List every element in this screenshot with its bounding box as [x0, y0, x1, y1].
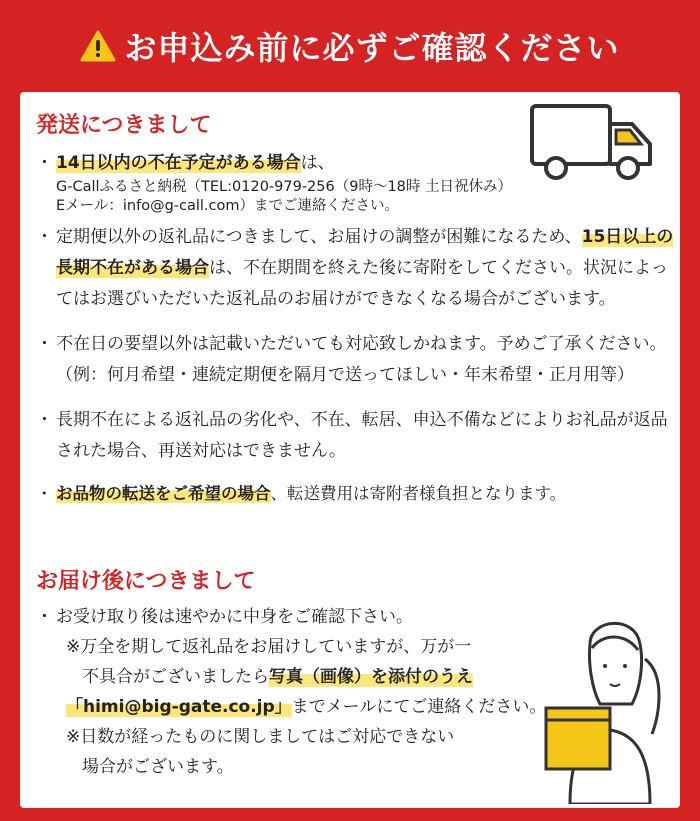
note-line: ※日数が経ったものに関しましてはご対応できない	[66, 727, 455, 747]
shipping-section-title: 発送につきまして	[36, 113, 212, 138]
text: 不具合がございましたら	[82, 667, 269, 687]
text: までメールにてご連絡ください。	[291, 697, 547, 717]
list-item	[36, 479, 681, 509]
note-line: 場合がございます。	[82, 757, 234, 777]
notice-panel	[20, 92, 680, 808]
after-delivery-section-title: お届け後につきまして	[36, 569, 256, 594]
text: 、転送費用は寄附者様負担となります。	[270, 484, 567, 503]
list-item	[36, 329, 681, 391]
text: は、不在期間を終えた後に寄附をしてください。状況によってはお選びいただいた返礼品のお届けができなくなる場合がございます。	[56, 258, 668, 309]
header	[0, 0, 700, 92]
shipping-list	[36, 148, 681, 509]
contact-line: G-Callふるさと納税（TEL:0120-979-256（9時〜18時 土日祝休み）	[56, 179, 513, 195]
highlight-text: お品物の転送をご希望の場合	[56, 484, 271, 503]
highlight-text: 15日以上の長期不在がある場合	[56, 227, 674, 278]
text: は、	[300, 153, 335, 173]
list-item	[36, 148, 681, 216]
list-item	[36, 405, 681, 467]
highlight-text: 写真（画像）を添付のうえ	[269, 667, 473, 687]
text: お受け取り後は速やかに中身をご確認下さい。	[56, 607, 413, 627]
contact-email-line: Eメール：info@g-call.com）までご連絡ください。	[56, 198, 399, 214]
list-item	[36, 222, 681, 315]
highlight-text: 14日以内の不在予定がある場合	[56, 153, 301, 173]
person-with-box-illustration	[540, 604, 680, 808]
text: 長期不在による返礼品の劣化や、不在、転居、申込不備などによりお礼品が返品された場合、再送対応はできません。	[56, 410, 668, 461]
email-address: 「himi@big-gate.co.jp」	[66, 697, 292, 717]
page-title: お申込み前に必ずご確認ください	[124, 29, 620, 67]
warning-icon	[80, 30, 116, 62]
note-line: ※万全を期して返礼品をお届けしていますが、万が一	[66, 637, 472, 657]
text: 不在日の要望以外は記載いただいても対応致しかねます。予めご了承ください。（例：何月希望・連続定期便を隔月で送ってほしい・年末希望・正月用等）	[56, 334, 667, 385]
text: 定期便以外の返礼品につきまして、お届けの調整が困難になるため、	[56, 227, 582, 247]
